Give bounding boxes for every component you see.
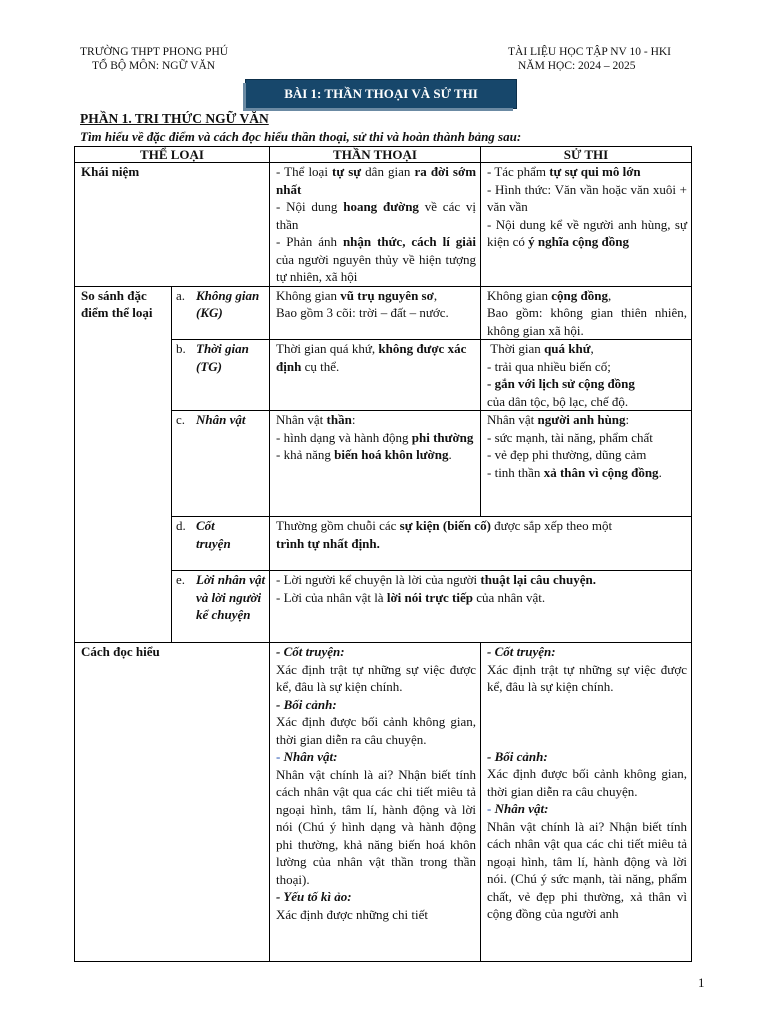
row-label-so-sanh: So sánh đặc điểm thể loại bbox=[75, 286, 172, 643]
cell-cot-truyen: Thường gồm chuỗi các sự kiện (biến cố) được sắp xếp theo một trình tự nhất định. bbox=[270, 517, 692, 571]
cell-thoi-gian-than-thoai: Thời gian quá khứ, không được xác định cụ thể. bbox=[270, 340, 481, 411]
table-header-row bbox=[75, 147, 692, 163]
cell-nhan-vat-su-thi: Nhân vật người anh hùng: - sức mạnh, tài năng, phẩm chất - vẻ đẹp phi thường, dũng cảm - tinh thần xả thân vì cộng đồng. bbox=[481, 411, 692, 517]
department-name: TỔ BỘ MÔN: NGỮ VĂN bbox=[92, 60, 216, 72]
header-genre: THỂ LOẠI bbox=[75, 147, 270, 163]
table-row bbox=[75, 286, 692, 340]
cell-cach-doc-su-thi: - Cốt truyện: Xác định trật tự những sự việc được kể, đâu là sự kiện chính. - Bối cảnh: Xác định được bối cảnh không gian, thời gian diễn ra câu chuyện. - Nhân vật: Nhân vật chính là ai? Nhận biết tính cách nhân vật qua các chi tiết miêu tả ngoại hình, tâm lí, hành động và lời nói. (Chú ý sức mạnh, tài năng, phẩm chất, vẻ đẹp phi thường, xả thân vì cộng đồng của người anh bbox=[481, 643, 692, 962]
cell-nhan-vat-than-thoai: Nhân vật thần: - hình dạng và hành động phi thường - khả năng biến hoá khôn lường. bbox=[270, 411, 481, 517]
section-title: PHẦN 1. TRI THỨC NGỮ VĂN bbox=[80, 111, 269, 126]
criterion-cot-truyen: d. Cốt truyện bbox=[172, 517, 270, 571]
cell-cach-doc-than-thoai: - Cốt truyện: Xác định trật tự những sự việc được kể, đâu là sự kiện chính. - Bối cảnh: Xác định được bối cảnh không gian, thời gian diễn ra câu chuyện. - Nhân vật: Nhân vật chính là ai? Nhận biết tính cách nhân vật qua các chi tiết miêu tả ngoại hình, tâm lí, hành động và lời nói (Chú ý hình dạng và hành động phi thường, khả năng biến hoá khôn lường của nhân vật thần trong thần thoại). - Yếu tố kì ảo: Xác định được những chi tiết bbox=[270, 643, 481, 962]
criterion-loi-nhan-vat: e. Lời nhân vật và lời người kể chuyện bbox=[172, 571, 270, 643]
cell-khong-gian-su-thi: Không gian cộng đồng, Bao gồm: không gian thiên nhiên, không gian xã hội. bbox=[481, 286, 692, 340]
school-name: TRƯỜNG THPT PHONG PHÚ bbox=[80, 46, 229, 58]
criterion-nhan-vat: c. Nhân vật bbox=[172, 411, 270, 517]
criterion-khong-gian: a. Không gian (KG) bbox=[172, 286, 270, 340]
row-label-cach-doc-hieu: Cách đọc hiểu bbox=[75, 643, 270, 962]
lesson-banner: BÀI 1: THẦN THOẠI VÀ SỬ THI bbox=[246, 80, 516, 108]
table-row bbox=[75, 643, 692, 962]
instruction-text: Tìm hiểu về đặc điểm và cách đọc hiểu thần thoại, sử thi và hoàn thành bảng sau: bbox=[80, 129, 522, 144]
cell-khai-niem-than-thoai: - Thể loại tự sự dân gian ra đời sớm nhất - Nội dung hoang đường về các vị thần - Phản ánh nhận thức, cách lí giải của người nguyên thủy về hiện tượng tự nhiên, xã hội bbox=[270, 163, 481, 287]
document-title: TÀI LIỆU HỌC TẬP NV 10 - HKI bbox=[508, 46, 672, 58]
table-row bbox=[75, 163, 692, 287]
cell-khai-niem-su-thi: - Tác phẩm tự sự qui mô lớn - Hình thức: Văn vần hoặc văn xuôi + văn vần - Nội dung kể về người anh hùng, sự kiện có ý nghĩa cộng đồng bbox=[481, 163, 692, 287]
cell-thoi-gian-su-thi: Thời gian quá khứ, - trải qua nhiều biến cố; - gắn với lịch sử cộng đồng của dân tộc, bộ lạc, chế độ. bbox=[481, 340, 692, 411]
school-header bbox=[80, 45, 228, 73]
header-su-thi: SỬ THI bbox=[481, 147, 692, 163]
row-label-khai-niem: Khái niệm bbox=[75, 163, 270, 287]
document-header bbox=[508, 45, 671, 73]
header-than-thoai: THẦN THOẠI bbox=[270, 147, 481, 163]
school-year: NĂM HỌC: 2024 – 2025 bbox=[518, 60, 636, 72]
page-number: 1 bbox=[698, 975, 705, 990]
criterion-thoi-gian: b. Thời gian (TG) bbox=[172, 340, 270, 411]
cell-khong-gian-than-thoai: Không gian vũ trụ nguyên sơ, Bao gồm 3 cõi: trời – đất – nước. bbox=[270, 286, 481, 340]
cell-loi-nhan-vat: - Lời người kể chuyện là lời của người thuật lại câu chuyện. - Lời của nhân vật là lời nói trực tiếp của nhân vật. bbox=[270, 571, 692, 643]
genre-table bbox=[74, 146, 692, 962]
